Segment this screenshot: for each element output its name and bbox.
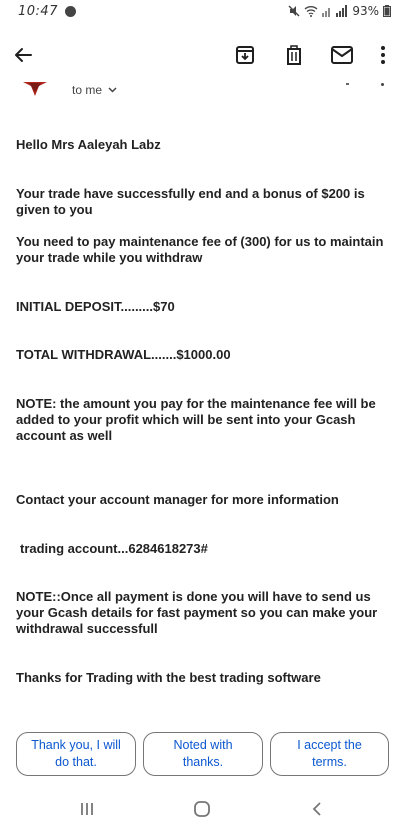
email-contact-line: Contact your account manager for more information	[16, 492, 339, 507]
dot-marker	[346, 83, 349, 85]
mail-icon	[331, 46, 353, 64]
mute-icon	[288, 5, 300, 17]
more-options-button[interactable]	[366, 38, 400, 72]
signal-icon	[322, 5, 348, 17]
messenger-icon	[65, 6, 76, 17]
recents-icon	[79, 801, 95, 817]
email-greeting: Hello Mrs Aaleyah Labz	[16, 137, 161, 152]
arrow-left-icon	[13, 45, 33, 65]
status-icons	[288, 4, 391, 18]
wifi-icon	[304, 5, 318, 17]
smart-reply-label: I accept the terms.	[297, 738, 362, 769]
status-bar	[0, 0, 405, 26]
recipient-details-toggle[interactable]	[72, 83, 117, 97]
smart-reply-chip[interactable]	[16, 732, 136, 776]
trading-account-line: trading account...6284618273#	[20, 541, 208, 556]
smart-reply-chip[interactable]	[143, 732, 263, 776]
home-icon	[193, 800, 211, 818]
recipient-label: to me	[72, 83, 103, 97]
smart-reply-label: Noted with thanks.	[173, 738, 233, 769]
email-paragraph-fee: You need to pay maintenance fee of (300) for us to maintain your trade while you withdraw	[16, 234, 384, 265]
battery-percent: 93%	[352, 4, 379, 18]
email-toolbar	[0, 26, 405, 84]
recents-button[interactable]	[70, 795, 104, 823]
email-paragraph-bonus: Your trade have successfully end and a bonus of $200 is given to you	[16, 186, 365, 217]
dot-marker	[381, 83, 384, 86]
email-thanks-line: Thanks for Trading with the best trading software	[16, 670, 321, 685]
chevron-left-icon	[311, 801, 323, 817]
delete-button[interactable]	[277, 38, 311, 72]
total-withdrawal-line: TOTAL WITHDRAWAL.......$1000.00	[16, 347, 231, 362]
back-nav-button[interactable]	[300, 795, 334, 823]
sender-row	[0, 78, 405, 102]
system-nav-bar	[0, 785, 405, 833]
mark-unread-button[interactable]	[325, 38, 359, 72]
email-note-payment: NOTE::Once all payment is done you will have to send us your Gcash details for fast payment so you can make your withdrawal successfull	[16, 589, 378, 636]
home-button[interactable]	[185, 795, 219, 823]
trash-icon	[284, 45, 304, 65]
sender-avatar[interactable]	[23, 82, 47, 96]
back-button[interactable]	[6, 38, 40, 72]
initial-deposit-line: INITIAL DEPOSIT.........$70	[16, 299, 175, 314]
archive-button[interactable]	[228, 38, 262, 72]
archive-icon	[235, 45, 255, 65]
smart-reply-label: Thank you, I will do that.	[31, 738, 121, 769]
chevron-down-icon	[108, 87, 117, 93]
battery-icon	[383, 5, 391, 17]
email-note-maintenance: NOTE: the amount you pay for the maintenance fee will be added to your profit which will be sent into your Gcash account as well	[16, 396, 376, 443]
smart-reply-chip[interactable]	[270, 732, 389, 776]
status-time: 10:47	[18, 4, 58, 19]
more-vert-icon	[380, 45, 386, 65]
